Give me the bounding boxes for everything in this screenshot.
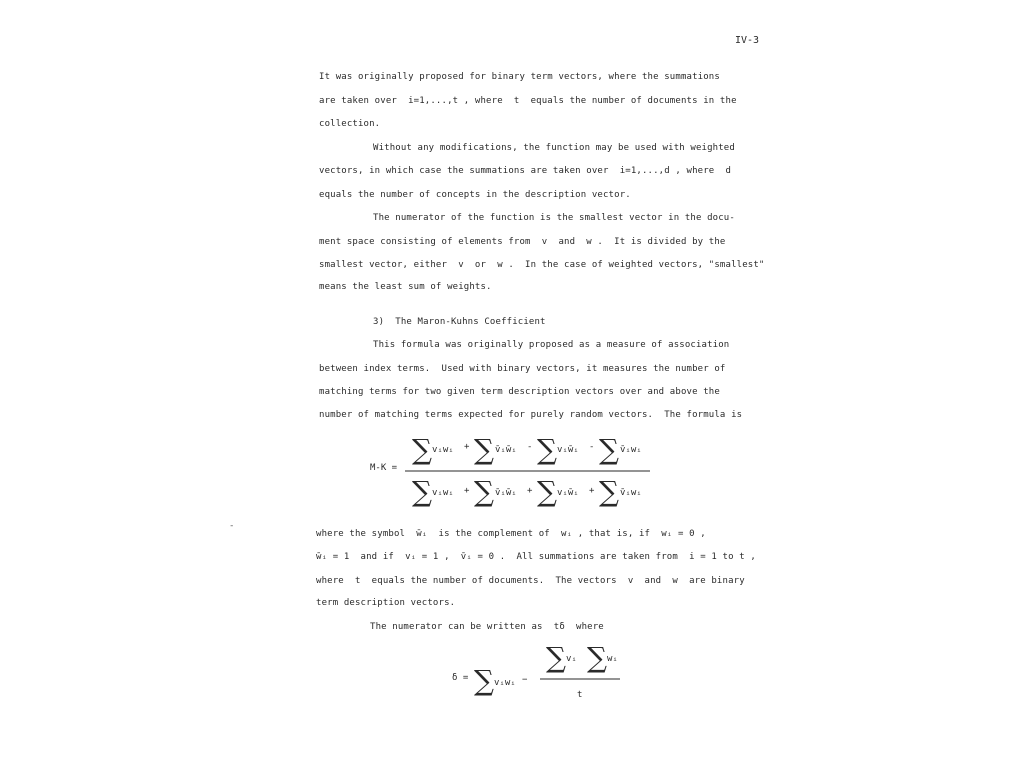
formula-operator: − <box>522 675 528 685</box>
summation-icon: ∑ <box>474 433 494 466</box>
margin-mark: - <box>229 521 235 531</box>
text-line: It was originally proposed for binary term vectors, where the summations <box>319 72 720 82</box>
formula-term: vᵢw̄ᵢ <box>557 445 579 455</box>
formula-term: v̄ᵢwᵢ <box>620 445 642 455</box>
section-heading: 3) The Maron-Kuhns Coefficient <box>373 317 546 327</box>
text-line: where the symbol w̄ᵢ is the complement of wᵢ , that is, if wᵢ = 0 , <box>316 529 706 539</box>
formula-term: vᵢwᵢ <box>432 488 454 498</box>
text-line: matching terms for two given term description vectors over and above the <box>319 387 720 397</box>
formula-term: v̄ᵢw̄ᵢ <box>495 488 517 498</box>
formula-operator: - <box>527 442 533 452</box>
summation-icon: ∑ <box>599 433 619 466</box>
formula-term: t <box>577 690 583 700</box>
text-line: number of matching terms expected for purely random vectors. The formula is <box>319 410 743 420</box>
text-line: vectors, in which case the summations are taken over i=1,...,d , where d <box>319 166 732 176</box>
formula-term: vᵢ <box>566 654 577 664</box>
formula-operator: + <box>464 442 470 452</box>
text-line: means the least sum of weights. <box>319 282 492 292</box>
formula-term: v̄ᵢwᵢ <box>620 488 642 498</box>
summation-icon: ∑ <box>474 664 494 697</box>
summation-icon: ∑ <box>587 641 607 674</box>
formula-term: vᵢwᵢ <box>432 445 454 455</box>
formula-term: vᵢw̄ᵢ <box>557 488 579 498</box>
summation-icon: ∑ <box>546 641 566 674</box>
text-line: are taken over i=1,...,t , where t equals the number of documents in the <box>319 96 737 106</box>
text-line: This formula was originally proposed as a measure of association <box>373 340 730 350</box>
text-line: The numerator of the function is the smallest vector in the docu- <box>373 213 735 223</box>
text-line: Without any modifications, the function may be used with weighted <box>373 143 735 153</box>
formula-term: wᵢ <box>607 654 618 664</box>
formula-lhs: δ = <box>452 673 469 683</box>
summation-icon: ∑ <box>412 433 432 466</box>
summation-icon: ∑ <box>537 433 557 466</box>
text-line: equals the number of concepts in the description vector. <box>319 190 631 200</box>
text-line: The numerator can be written as tδ where <box>370 622 604 632</box>
formula-term: vᵢwᵢ <box>494 678 516 688</box>
summation-icon: ∑ <box>412 475 432 508</box>
summation-icon: ∑ <box>599 475 619 508</box>
summation-icon: ∑ <box>537 475 557 508</box>
text-line: where t equals the number of documents. The vectors v and w are binary <box>316 576 745 586</box>
text-line: collection. <box>319 119 381 129</box>
text-line: term description vectors. <box>316 598 456 608</box>
text-line: w̄ᵢ = 1 and if vᵢ = 1 , v̄ᵢ = 0 . All summations are taken from i = 1 to t , <box>316 552 756 562</box>
page-number: IV-3 <box>735 35 760 46</box>
formula-term: v̄ᵢw̄ᵢ <box>495 445 517 455</box>
formula-operator: + <box>527 486 533 496</box>
formula-lhs: M-K = <box>370 463 398 473</box>
formula-operator: + <box>589 486 595 496</box>
text-line: ment space consisting of elements from v and w . It is divided by the <box>319 237 726 247</box>
text-line: smallest vector, either v or w . In the case of weighted vectors, "smallest" <box>319 260 765 270</box>
text-line: between index terms. Used with binary vectors, it measures the number of <box>319 364 726 374</box>
formula-operator: - <box>589 442 595 452</box>
formula-operator: + <box>464 486 470 496</box>
summation-icon: ∑ <box>474 475 494 508</box>
